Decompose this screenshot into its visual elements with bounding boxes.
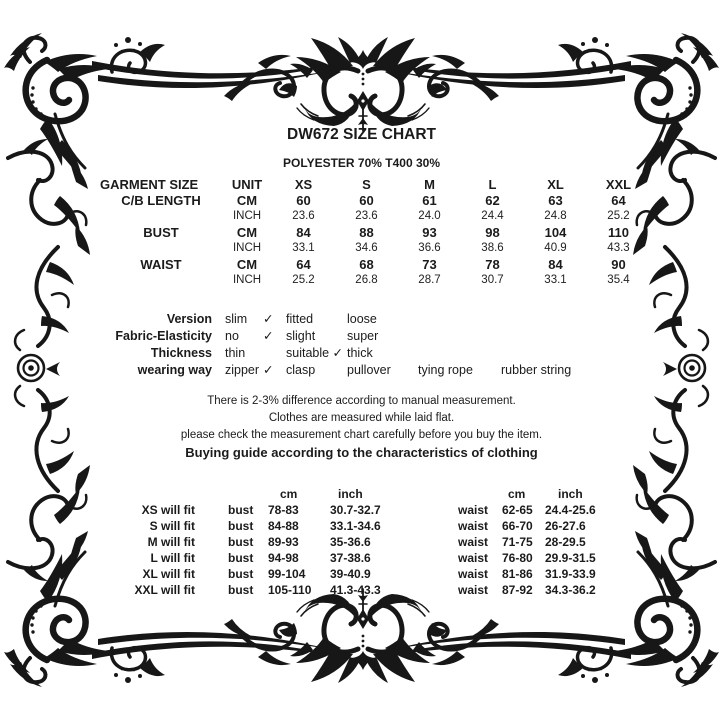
bust-inch-range: 41.3-43.3 — [330, 583, 381, 597]
value-cell: 24.0 — [418, 210, 441, 222]
value-cell: 33.1 — [544, 274, 567, 286]
value-cell: 23.6 — [355, 210, 378, 222]
bust-cm-range: 105-110 — [268, 583, 312, 597]
value-cell: 25.2 — [607, 210, 630, 222]
value-cell: 68 — [359, 256, 374, 272]
fit-guide-table — [107, 486, 630, 598]
checkmark — [263, 345, 286, 362]
value-cell: 73 — [422, 256, 437, 272]
value-cell: 110 — [608, 224, 629, 240]
size-label: XS will fit — [141, 503, 195, 517]
value-cell: 98 — [485, 224, 500, 240]
bust-label: bust — [228, 535, 254, 549]
size-chart-table — [100, 176, 650, 288]
value-cell: 93 — [422, 224, 437, 240]
value-cell: 84 — [296, 224, 311, 240]
waist-cm-range: 66-70 — [502, 519, 533, 533]
waist-label: waist — [458, 583, 489, 597]
fit-guide-row — [107, 518, 630, 534]
value-cell: 40.9 — [544, 242, 567, 254]
waist-cm-range: 76-80 — [502, 551, 533, 565]
feature-option — [501, 311, 621, 328]
column-header-xs: XS — [294, 176, 313, 192]
page-title: DW672 SIZE CHART — [287, 126, 436, 143]
feature-option — [418, 345, 501, 362]
fit-guide-row — [107, 502, 630, 518]
value-cell: 28.7 — [418, 274, 441, 286]
feature-option: clasp — [286, 363, 316, 377]
value-cell: 24.8 — [544, 210, 567, 222]
waist-cm-range: 81-86 — [502, 567, 533, 581]
column-header-unit: UNIT — [231, 176, 263, 192]
waist-inch-range: 29.9-31.5 — [545, 551, 596, 565]
size-label: S will fit — [149, 519, 195, 533]
column-header-garment-size: GARMENT SIZE — [100, 176, 199, 192]
waist-inch-range: 31.9-33.9 — [545, 567, 596, 581]
feature-option: slight — [286, 329, 316, 343]
value-cell: 88 — [359, 224, 374, 240]
value-cell: 60 — [296, 192, 311, 208]
value-cell: 64 — [611, 192, 626, 208]
value-cell: 62 — [485, 192, 500, 208]
column-header-cm: cm — [280, 487, 298, 501]
fit-guide-row — [107, 534, 630, 550]
unit-cell: INCH — [232, 242, 262, 254]
fit-guide-row — [107, 566, 630, 582]
garment-features-section — [100, 311, 621, 379]
feature-option: pullover — [347, 363, 391, 377]
value-cell: 30.7 — [481, 274, 504, 286]
measure-label: BUST — [143, 224, 179, 240]
unit-cell: CM — [236, 256, 258, 272]
feature-option — [501, 345, 621, 362]
waist-label: waist — [458, 535, 489, 549]
bust-inch-range: 33.1-34.6 — [330, 519, 381, 533]
bust-label: bust — [228, 519, 254, 533]
bust-cm-range: 89-93 — [268, 535, 299, 549]
column-header-xxl: XXL — [605, 176, 632, 192]
unit-cell: CM — [236, 192, 258, 208]
feature-option: rubber string — [501, 363, 572, 377]
waist-inch-range: 24.4-25.6 — [545, 503, 596, 517]
size-label: M will fit — [147, 535, 195, 549]
feature-option: loose — [347, 312, 377, 326]
fit-guide-header-row — [107, 486, 630, 502]
value-cell: 104 — [544, 224, 567, 240]
feature-option: thin — [225, 346, 246, 360]
size-label: XL will fit — [142, 567, 195, 581]
feature-option — [418, 311, 501, 328]
value-cell: 43.3 — [607, 242, 630, 254]
spacer — [458, 486, 502, 502]
column-header-cm: cm — [508, 487, 526, 501]
measurement-notes — [0, 393, 723, 462]
bust-cm-range: 78-83 — [268, 503, 299, 517]
value-cell: 38.6 — [481, 242, 504, 254]
column-header-inch: inch — [338, 487, 363, 501]
fit-guide-row — [107, 582, 630, 598]
bust-cm-range: 99-104 — [268, 567, 306, 581]
waist-inch-range: 26-27.6 — [545, 519, 586, 533]
note-line: Clothes are measured while laid flat. — [268, 412, 455, 424]
feature-option: fitted — [286, 312, 314, 326]
column-header-xl: XL — [547, 176, 564, 192]
bust-label: bust — [228, 503, 254, 517]
waist-label: waist — [458, 519, 489, 533]
value-cell: 61 — [422, 192, 437, 208]
spacer — [107, 486, 195, 502]
bust-label: bust — [228, 551, 254, 565]
measure-label: WAIST — [140, 256, 182, 272]
table-row — [100, 208, 650, 224]
note-line: please check the measurement chart carefully before you buy the item. — [180, 429, 543, 441]
value-cell: 24.4 — [481, 210, 504, 222]
bust-inch-range: 37-38.6 — [330, 551, 371, 565]
feature-label: Version — [166, 312, 212, 326]
column-header-inch: inch — [558, 487, 583, 501]
feature-label: Fabric-Elasticity — [115, 329, 212, 343]
value-cell: 35.4 — [607, 274, 630, 286]
bust-inch-range: 35-36.6 — [330, 535, 371, 549]
table-row — [100, 240, 650, 256]
table-row — [100, 192, 650, 208]
size-chart-header-row — [100, 176, 650, 192]
feature-option: thick — [347, 346, 373, 360]
value-cell: 64 — [296, 256, 311, 272]
value-cell: 25.2 — [292, 274, 315, 286]
value-cell: 36.6 — [418, 242, 441, 254]
feature-option — [501, 328, 621, 345]
spacer — [228, 486, 268, 502]
feature-option: slim — [225, 312, 248, 326]
feature-row-thickness — [100, 345, 621, 362]
size-label: L will fit — [150, 551, 195, 565]
checkmark: ✓ — [263, 312, 274, 326]
buying-guide-heading: Buying guide according to the characteristics of clothing — [185, 445, 538, 460]
measure-label: C/B LENGTH — [121, 192, 201, 208]
fabric-composition: POLYESTER 70% T400 30% — [283, 156, 440, 170]
value-cell: 60 — [359, 192, 374, 208]
bust-cm-range: 94-98 — [268, 551, 299, 565]
waist-label: waist — [458, 503, 489, 517]
feature-option: zipper — [225, 363, 260, 377]
bust-label: bust — [228, 583, 254, 597]
measure-label — [100, 240, 222, 256]
feature-option: suitable ✓ — [286, 346, 344, 360]
feature-label: wearing way — [137, 363, 212, 377]
feature-row-version — [100, 311, 621, 328]
feature-option — [418, 328, 501, 345]
unit-cell: CM — [236, 224, 258, 240]
waist-cm-range: 87-92 — [502, 583, 533, 597]
waist-label: waist — [458, 551, 489, 565]
size-label: XXL will fit — [134, 583, 195, 597]
waist-cm-range: 62-65 — [502, 503, 533, 517]
column-header-m: M — [424, 176, 435, 192]
unit-cell: INCH — [232, 210, 262, 222]
measure-label — [100, 208, 222, 224]
bust-inch-range: 39-40.9 — [330, 567, 371, 581]
unit-cell: INCH — [232, 274, 262, 286]
feature-row-wearing-way — [100, 362, 621, 379]
fit-guide-row — [107, 550, 630, 566]
note-line: There is 2-3% difference according to manual measurement. — [207, 395, 516, 407]
value-cell: 33.1 — [292, 242, 315, 254]
checkmark: ✓ — [263, 329, 274, 343]
table-row — [100, 224, 650, 240]
table-row — [100, 256, 650, 272]
value-cell: 78 — [485, 256, 500, 272]
feature-label: Thickness — [150, 346, 212, 360]
column-header-l: L — [488, 176, 497, 192]
value-cell: 84 — [548, 256, 563, 272]
bust-inch-range: 30.7-32.7 — [330, 503, 381, 517]
feature-option: tying rope — [418, 363, 473, 377]
waist-inch-range: 34.3-36.2 — [545, 583, 596, 597]
bust-cm-range: 84-88 — [268, 519, 299, 533]
feature-option: no — [225, 329, 239, 343]
value-cell: 63 — [548, 192, 563, 208]
bust-label: bust — [228, 567, 254, 581]
measure-label — [100, 272, 222, 288]
waist-cm-range: 71-75 — [502, 535, 533, 549]
checkmark: ✓ — [263, 363, 274, 377]
feature-option: super — [347, 329, 379, 343]
waist-label: waist — [458, 567, 489, 581]
table-row — [100, 272, 650, 288]
value-cell: 26.8 — [355, 274, 378, 286]
waist-inch-range: 28-29.5 — [545, 535, 586, 549]
column-header-s: S — [362, 176, 371, 192]
feature-row-elasticity — [100, 328, 621, 345]
value-cell: 23.6 — [292, 210, 315, 222]
value-cell: 90 — [611, 256, 626, 272]
value-cell: 34.6 — [355, 242, 378, 254]
